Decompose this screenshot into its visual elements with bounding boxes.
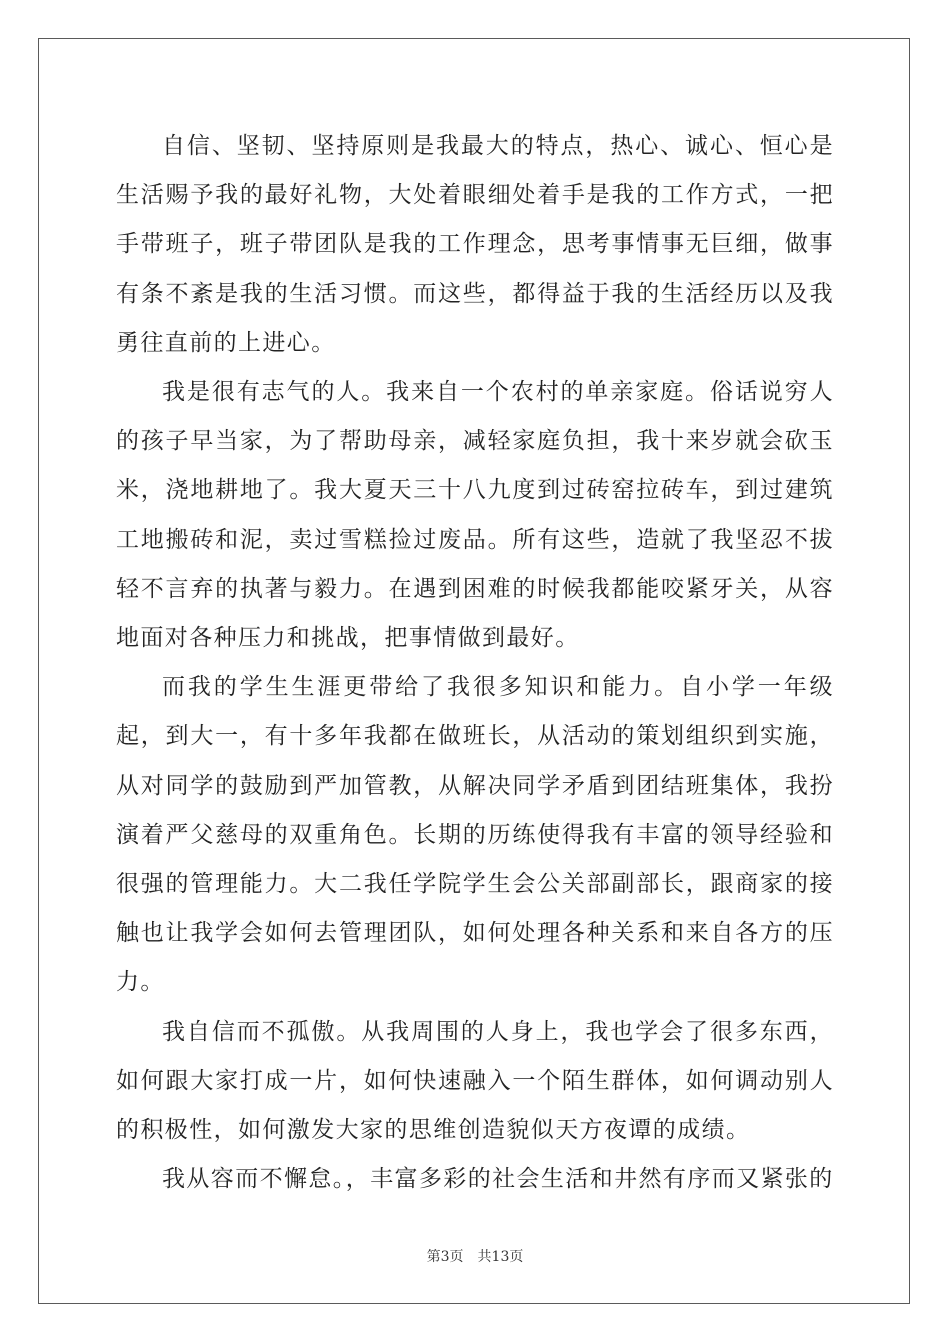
paragraph-4: 我自信而不孤傲。从我周围的人身上，我也学会了很多东西，如何跟大家打成一片，如何快速融入一个陌生群体，如何调动别人的积极性，如何激发大家的思维创造貌似天方夜谭的成绩。 [116,1018,834,1144]
paragraph-1: 自信、坚韧、坚持原则是我最大的特点，热心、诚心、恒心是生活赐予我的最好礼物，大处着眼细处着手是我的工作方式，一把手带班子，班子带团队是我的工作理念，思考事情事无巨细，做事有条不紊是我的生活习惯。而这些，都得益于我的生活经历以及我勇往直前的上进心。 [116,133,834,356]
document-body [116,122,834,1204]
paragraph-3: 而我的学生生涯更带给了我很多知识和能力。自小学一年级起，到大一，有十多年我都在做班长，从活动的策划组织到实施，从对同学的鼓励到严加管教，从解决同学矛盾到团结班集体，我扮演着严父慈母的双重角色。长期的历练使得我有丰富的领导经验和很强的管理能力。大二我任学院学生会公关部副部长，跟商家的接触也让我学会如何去管理团队，如何处理各种关系和来自各方的压力。 [116,674,834,996]
page-number-total: 共13页 [477,1249,524,1265]
page-footer [0,1246,950,1266]
paragraph-2: 我是很有志气的人。我来自一个农村的单亲家庭。俗话说穷人的孩子早当家，为了帮助母亲，减轻家庭负担，我十来岁就会砍玉米，浇地耕地了。我大夏天三十八九度到过砖窑拉砖车，到过建筑工地搬砖和泥，卖过雪糕捡过废品。所有这些，造就了我坚忍不拔轻不言弃的执著与毅力。在遇到困难的时候我都能咬紧牙关，从容地面对各种压力和挑战，把事情做到最好。 [116,379,834,652]
page-number-current: 第3页 [426,1249,464,1265]
paragraph-5: 我从容而不懈怠。，丰富多彩的社会生活和井然有序而又紧张的 [162,1166,834,1193]
